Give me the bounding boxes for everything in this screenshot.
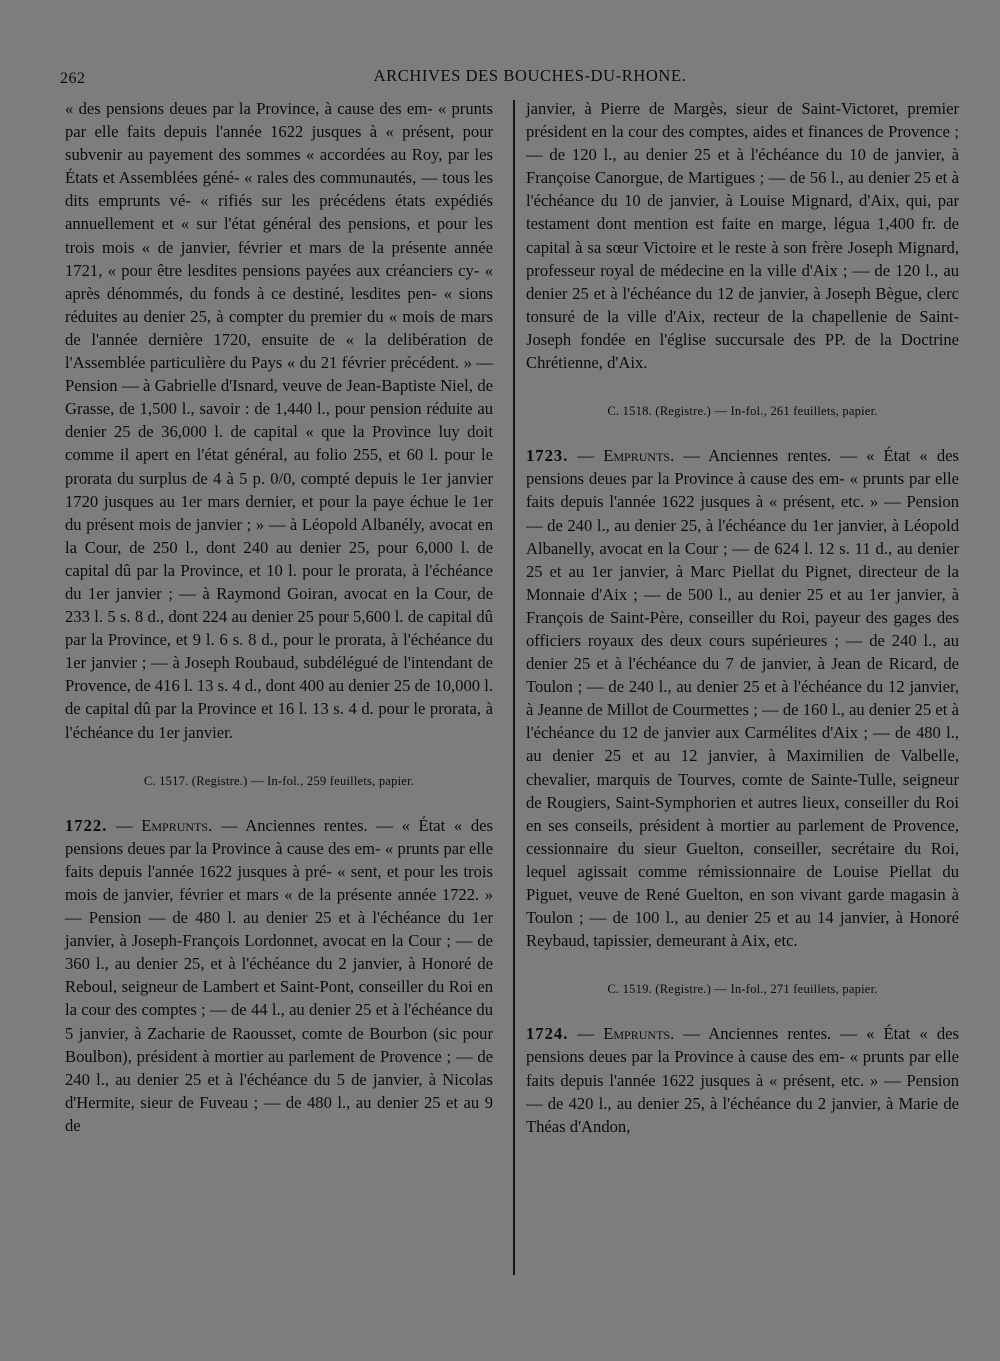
- caption-c1517: C. 1517. (Registre.) — In-fol., 259 feuillets, papier.: [143, 773, 415, 788]
- running-head: ARCHIVES DES BOUCHES-DU-RHONE.: [373, 66, 687, 85]
- entry-year: 1722.: [65, 815, 108, 835]
- entry-1721-continuation: « des pensions deues par la Province, à cause des em- « prunts par elle faits depuis l'année 1622 jusques à « présent, pour subvenir au payement des sommes « accordées au Roy, par les États et Assemblées géné- « rales des communautés, — tous les dits emprunts vé- « rifiés sur les précédens états expédiés annuellement et « sur l'état général des pensions, et pour les trois mois « de janvier, février et mars de la présente année 1721, « pour être lesdites pensions payées aux créanciers cy- « après dénommés, du fonds à ce destiné, lesdites pen- « sions réduites au denier 25, à compter du premier du « mois de mars de l'année dernière 1720, ensuite de « la delibération de l'Assemblée particulière du Pays « du 21 février précédent. » — Pension — à Gabrielle d'Isnard, veuve de Jean-Baptiste Niel, de Grasse, de 1,500 l., savoir : de 1,440 l., pour pension réduite au denier 25 de 36,000 l. de capital « que la Province luy doit comme il apert en l'état général, au folio 255, et 60 l. pour le prorata du surplus de 4 à 5 p. 0/0, compté depuis le 1er janvier 1720 jusques au 1er mars dernier, et pour la paye échue le 1er du présent mois de janvier ; » — à Léopold Albanély, avocat en la Cour, de 250 l., dont 240 au denier 25, pour 6,000 l. de capital dû par la Province, et 10 l. pour le prorata, à l'échéance du 1er janvier ; — à Raymond Goiran, avocat en la Cour, de 233 l. 5 s. 8 d., dont 224 au denier 25 pour 5,600 l. de capital dû par la Province, et 9 l. 6 s. 8 d., pour le prorata, à l'échéance du 1er janvier ; — à Joseph Roubaud, subdélégué de l'intendant de Provence, de 416 l. 13 s. 4 d., dont 400 au denier 25 de 10,000 l. de capital dû par la Province et 16 l. 13 s. 4 d. pour le prorata, à l'échéance du 1er janvier.: [65, 99, 493, 742]
- page-number: 262: [60, 70, 86, 87]
- right-column: [526, 97, 959, 1138]
- entry-1722-continuation: janvier, à Pierre de Margès, sieur de Saint-Victoret, premier président en la cour des comptes, aides et finances de Provence ; — de 120 l., au denier 25 et à l'échéance du 10 de janvier, à Françoise Canorgue, de Martigues ; — de 56 l., au denier 25 et à l'échéance du 10 de janvier, à Louise Mignard, d'Aix, qui, par testament dont mention est faite en marge, légua 1,400 fr. de capital à sa sœur Victoire et le reste à son frère Joseph Mignard, professeur royal de médecine en la ville d'Aix ; — de 120 l., au denier 25 et à l'échéance du 12 de janvier, à Joseph Bègue, clerc tonsuré de la ville d'Aix, recteur de la chapellenie de Saint-Joseph fondée en l'église succursale des PP. de la Doctrine Chrétienne, d'Aix.: [526, 99, 959, 373]
- caption-c1518: C. 1518. (Registre.) — In-fol., 261 feuillets, papier.: [607, 404, 878, 419]
- left-column: [65, 97, 493, 1137]
- entry-1723: [526, 444, 959, 952]
- entry-1724: [526, 1022, 959, 1137]
- entry-1722: [65, 814, 493, 1137]
- caption-c1519: C. 1519. (Registre.) — In-fol., 271 feuillets, papier.: [607, 982, 878, 997]
- entry-heading: — Emprunts. —: [577, 1024, 700, 1044]
- column-divider: [513, 100, 515, 1275]
- entry-text: Anciennes rentes. — « État « des pensions deues par la Province à cause des em- « prunts par elle faits depuis l'année 1622 jusques à « présent, etc. » — Pension — de 420 l., au denier 25, à l'échéance du 2 janvier, à Marie de Théas d'Andon,: [526, 1024, 959, 1136]
- entry-year: 1723.: [526, 446, 569, 466]
- entry-text: Anciennes rentes. — « État « des pensions deues par la Province à cause des em- « prunts par elle faits depuis l'année 1622 jusques à pré- « sent, et pour les trois mois de janvier, février et mars « de la présente année 1722. » — Pension — de 480 l. au denier 25 et à l'échéance du 1er janvier, à Joseph-François Lordonnet, avocat en la Cour ; — de 360 l., au denier 25, et à l'échéance du 2 janvier, à Honoré de Reboul, seigneur de Lambert et Saint-Pont, conseiller du Roi en la cour des comptes ; — de 44 l., au denier 25 et à l'échéance du 5 janvier, à Zacharie de Raousset, comte de Bourbon (sic pour Boulbon), président à mortier au parlement de Provence ; — de 240 l., au denier 25 et à l'échéance du 5 de janvier, à Nicolas d'Hermite, sieur de Fuveau ; — de 480 l., au denier 25 et au 9 de: [65, 815, 493, 1135]
- entry-year: 1724.: [526, 1024, 569, 1044]
- entry-text: Anciennes rentes. — « État « des pensions deues par la Province à cause des em- « prunts par elle faits depuis l'année 1622 jusques à « présent, etc. » — Pension — de 240 l., au denier 25, à l'échéance du 1er janvier, à Léopold Albanelly, avocat en la Cour ; — de 624 l. 12 s. 11 d., au denier 25 et au 1er janvier, à Marc Piellat du Pignet, directeur de la Monnaie d'Aix ; — de 500 l., au denier 25 et au 1er janvier, à François de Saint-Père, conseiller du Roi, payeur des gages des officiers royaux des deux cours supérieures ; — de 240 l., au denier 25 et à l'échéance du 7 de janvier, à Jean de Ricard, de Toulon ; — de 240 l., au denier 25 et à l'échéance du 12 janvier, à Jeanne de Millot de Courmettes ; — de 160 l., au denier 25 et à l'échéance du 12 de janvier aux Carmélites d'Aix ; — de 480 l., au denier 25 et au 12 janvier, à Maximilien de Valbelle, chevalier, marquis de Tourves, comte de Sainte-Tulle, seigneur de Rougiers, Saint-Symphorien et autres lieux, conseiller du Roi en ses conseils, président à mortier au parlement de Provence, cessionnaire du sieur Guelton, conseiller, secrétaire du Roi, lequel agissait comme rémissionnaire de Louise Piellat du Piguet, veuve de René Guelton, en son vivant garde magasin à Toulon ; — de 100 l., au denier 25 et au 14 janvier, à Honoré Reybaud, tapissier, demeurant à Aix, etc.: [526, 446, 959, 951]
- entry-heading: — Emprunts. —: [116, 815, 238, 835]
- entry-heading: — Emprunts. —: [577, 446, 700, 466]
